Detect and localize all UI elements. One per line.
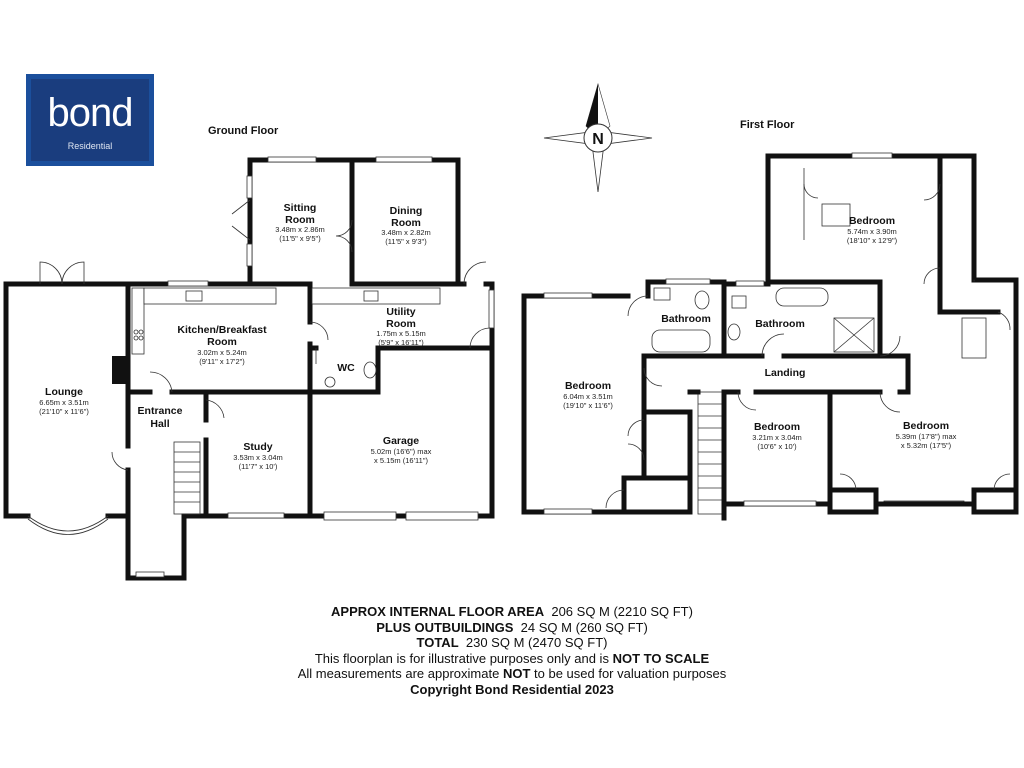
room-dims-imperial: (10'6" x 10')	[757, 442, 797, 451]
room-name: Bedroom	[753, 421, 801, 433]
logo-tagline: Residential	[67, 141, 113, 151]
room-dims: 3.48m x 2.82m	[381, 228, 431, 237]
room-bedroom-right	[896, 420, 957, 450]
room-bathroom-right	[755, 318, 805, 330]
room-name: Bathroom	[661, 313, 711, 325]
room-kitchen	[177, 324, 267, 366]
room-name: Landing	[764, 367, 806, 379]
room-dims: 3.48m x 2.86m	[275, 225, 325, 234]
room-garage	[371, 435, 432, 465]
room-name: Bedroom	[902, 420, 950, 432]
room-name: Bedroom	[848, 215, 896, 227]
room-name: Study	[243, 441, 273, 453]
room-name: Garage	[382, 435, 420, 447]
area-label: APPROX INTERNAL FLOOR AREA	[331, 604, 545, 619]
room-utility	[376, 306, 426, 347]
room-name: Kitchen/Breakfast	[177, 324, 267, 336]
total-label: TOTAL	[416, 635, 459, 650]
room-dims: 3.21m x 3.04m	[752, 433, 802, 442]
area-value: 206 SQ M (2210 SQ FT)	[551, 604, 693, 619]
room-entrance-hall	[138, 405, 183, 430]
room-dims-imperial: (18'10" x 12'9")	[846, 236, 898, 245]
room-dims-imperial: (11'5" x 9'5")	[279, 234, 321, 243]
room-dims-imperial: (9'11" x 17'2")	[199, 357, 245, 366]
room-dims: 3.53m x 3.04m	[233, 453, 283, 462]
room-dims-imperial: (21'10" x 11'6")	[39, 407, 89, 416]
room-bathroom-left	[661, 313, 711, 325]
outbuildings-line	[0, 620, 1024, 636]
room-dims: 1.75m x 5.15m	[376, 329, 426, 338]
room-name: Dining	[389, 205, 423, 217]
room-name: Bathroom	[755, 318, 805, 330]
first-floor-plan	[524, 153, 1016, 518]
room-name: Entrance	[137, 405, 183, 417]
room-dims-imperial: (5'9" x 16'11")	[378, 338, 424, 347]
room-dims: 5.74m x 3.90m	[847, 227, 897, 236]
compass-icon	[544, 84, 652, 192]
room-lounge	[39, 386, 89, 416]
ground-floor-title: Ground Floor	[208, 125, 279, 137]
room-dining-room	[381, 205, 431, 246]
measurements-line	[0, 666, 1024, 682]
room-dims-imperial: (11'5" x 9'3")	[385, 237, 427, 246]
area-line	[0, 604, 1024, 620]
disclaimer-line	[0, 651, 1024, 667]
room-dims-imperial: (11'7" x 10')	[238, 462, 278, 471]
total-line	[0, 635, 1024, 651]
room-dims: 5.02m (16'6") max	[370, 447, 432, 456]
room-name: Sitting	[283, 202, 317, 214]
room-name-2: Hall	[150, 418, 170, 430]
room-dims: 5.39m (17'8") max	[895, 432, 957, 441]
room-bedroom-left	[563, 380, 613, 410]
room-dims: 3.02m x 5.24m	[197, 348, 247, 357]
room-dims: 6.65m x 3.51m	[39, 398, 89, 407]
floor-area-summary	[0, 604, 1024, 697]
room-dims: 6.04m x 3.51m	[563, 392, 613, 401]
logo-wordmark: bond	[47, 91, 133, 135]
room-name: Bedroom	[564, 380, 612, 392]
room-bedroom-top	[847, 215, 898, 245]
measurements-text: All measurements are approximate	[297, 666, 500, 681]
copyright-line	[0, 682, 1024, 698]
copyright-text: Copyright Bond Residential 2023	[410, 681, 614, 697]
room-name-2: Room	[386, 318, 416, 330]
room-wc	[337, 362, 355, 374]
room-landing	[765, 367, 806, 379]
measurements-emphasis: NOT	[502, 666, 531, 681]
compass-label: N	[592, 131, 604, 148]
room-name-2: Room	[285, 214, 315, 226]
outbuildings-value: 24 SQ M (260 SQ FT)	[520, 619, 648, 635]
room-bedroom-mid	[752, 421, 802, 451]
room-name-2: Room	[207, 336, 237, 348]
room-dims-2: x 5.15m (16'11")	[374, 456, 428, 465]
room-name-2: Room	[391, 217, 421, 229]
room-name: Lounge	[45, 386, 83, 398]
total-value: 230 SQ M (2470 SQ FT)	[465, 635, 608, 650]
room-name: Utility	[386, 306, 416, 318]
room-dims-2: x 5.32m (17'5")	[900, 441, 952, 450]
room-study	[233, 441, 283, 471]
outbuildings-label: PLUS OUTBUILDINGS	[376, 619, 514, 635]
room-name: WC	[337, 362, 355, 374]
measurements-text-2: to be used for valuation purposes	[534, 666, 727, 681]
disclaimer-emphasis: NOT TO SCALE	[612, 650, 710, 666]
room-sitting-room	[275, 202, 325, 243]
first-floor-title: First Floor	[740, 119, 795, 131]
disclaimer-text: This floorplan is for illustrative purposes only and is	[314, 650, 609, 666]
room-dims-imperial: (19'10" x 11'6")	[563, 401, 613, 410]
